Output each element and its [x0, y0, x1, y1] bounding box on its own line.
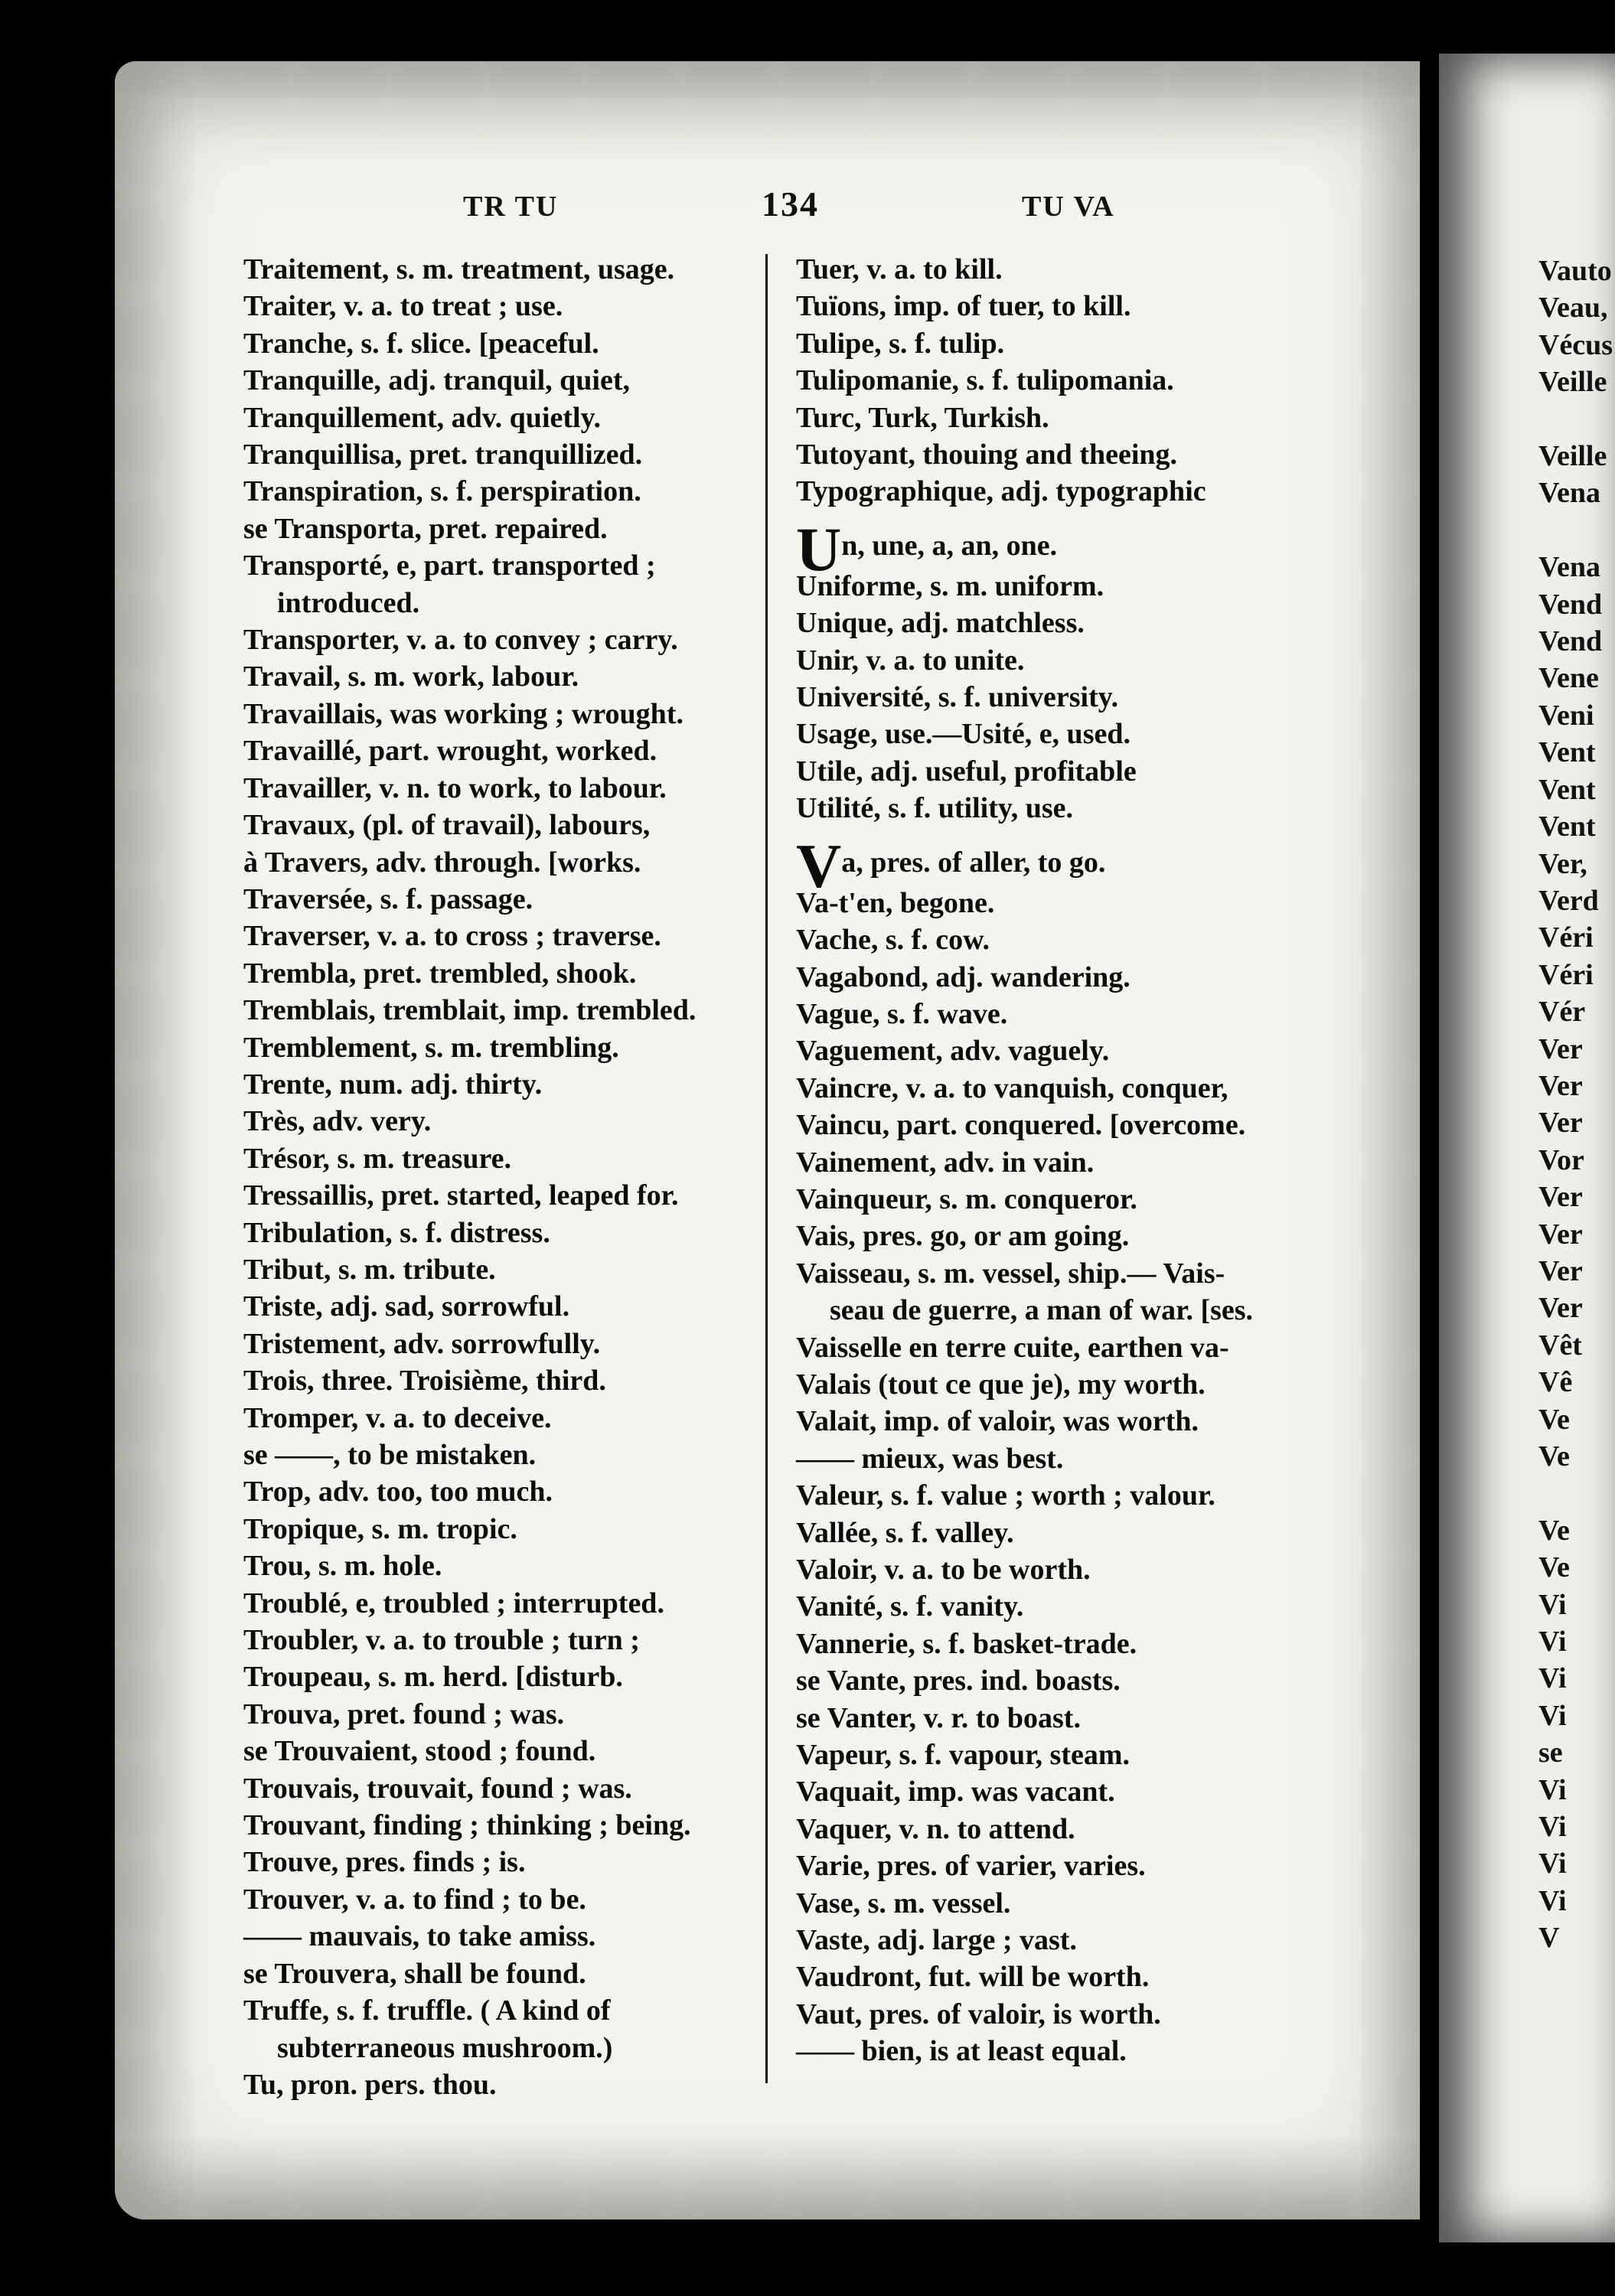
next-page-fragment: Vent [1538, 773, 1596, 806]
dictionary-entry: —— mauvais, to take amiss. [243, 1920, 596, 1953]
dictionary-entry: Unique, adj. matchless. [796, 607, 1085, 640]
dictionary-entry: Tremblement, s. m. trembling. [243, 1031, 619, 1064]
dictionary-entry: introduced. [277, 586, 420, 619]
dictionary-entry: Traversée, s. f. passage. [243, 882, 533, 915]
next-page-fragment: Vend [1538, 588, 1603, 621]
dictionary-entry: Travaillais, was working ; wrought. [243, 697, 684, 730]
dictionary-entry: Tranquille, adj. tranquil, quiet, [243, 364, 631, 397]
dictionary-entry: Vache, s. f. cow. [796, 924, 990, 957]
column-divider [765, 254, 768, 2083]
dictionary-entry: Valeur, s. f. value ; worth ; valour. [796, 1479, 1215, 1512]
next-page-fragment: Veni [1538, 699, 1594, 732]
dictionary-entry: se ——, to be mistaken. [243, 1439, 537, 1471]
next-page-fragment: Verd [1538, 884, 1599, 917]
dictionary-entry: Vaincu, part. conquered. [overcome. [796, 1109, 1246, 1142]
dictionary-entry: Utile, adj. useful, profitable [796, 755, 1137, 788]
dictionary-entry: Tressaillis, pret. started, leaped for. [243, 1179, 679, 1212]
next-page-fragment: Vi [1538, 1773, 1567, 1806]
dictionary-entry: Trouve, pres. finds ; is. [243, 1846, 526, 1879]
next-page-fragment: Ver [1538, 1181, 1583, 1214]
dictionary-entry: Vagabond, adj. wandering. [796, 960, 1130, 993]
section-v-entries [796, 830, 1286, 2070]
dictionary-entry: Trembla, pret. trembled, shook. [243, 957, 637, 990]
dictionary-entry: Trois, three. Troisième, third. [243, 1365, 606, 1397]
next-page-fragment: Vena [1538, 477, 1600, 510]
section-initial-letter: V [796, 830, 842, 901]
dictionary-entry: Troupeau, s. m. herd. [disturb. [243, 1661, 623, 1694]
dictionary-entry: Vaquait, imp. was vacant. [796, 1776, 1115, 1808]
dictionary-entry: Vaisselle en terre cuite, earthen va- [796, 1331, 1229, 1364]
dictionary-entry: Tu, pron. pers. thou. [243, 2068, 497, 2101]
dictionary-entry: à Travers, adv. through. [works. [243, 846, 641, 879]
dictionary-entry: Transporter, v. a. to convey ; carry. [243, 624, 678, 657]
left-column [243, 251, 756, 2103]
dictionary-entry: Tranquillisa, pret. tranquillized. [243, 439, 643, 471]
next-page-fragment: Ve [1538, 1514, 1570, 1547]
dictionary-entry: Usage, use.—Usité, e, used. [796, 718, 1130, 751]
next-page-fragment: se [1538, 1737, 1563, 1769]
dictionary-entry: Vaincre, v. a. to vanquish, conquer, [796, 1071, 1228, 1104]
next-page-fragment: Vent [1538, 736, 1596, 769]
dictionary-entry: Tribut, s. m. tribute. [243, 1253, 496, 1286]
dictionary-entry: Uniforme, s. m. uniform. [796, 569, 1104, 602]
dictionary-entry: Travail, s. m. work, labour. [243, 660, 579, 693]
next-page-fragment: Véri [1538, 921, 1594, 954]
dictionary-entry: Un, une, a, an, one. [796, 514, 1058, 584]
next-page-fragment: Ver, [1538, 847, 1587, 880]
dictionary-entry: Travailler, v. n. to work, to labour. [243, 771, 667, 804]
dictionary-entry: Va-t'en, begone. [796, 886, 995, 919]
next-page-fragment: Vécus [1538, 328, 1613, 361]
next-page-fragment: Vi [1538, 1588, 1567, 1621]
dictionary-entry: Varie, pres. of varier, varies. [796, 1850, 1146, 1883]
dictionary-entry: Trouver, v. a. to find ; to be. [243, 1883, 586, 1916]
next-page-fragment: Vene [1538, 662, 1599, 695]
next-page-fragment: Veille [1538, 366, 1607, 399]
right-column [796, 251, 1286, 2070]
running-head-right: TU VA [1022, 191, 1115, 223]
dictionary-entry: Vannerie, s. f. basket-trade. [796, 1627, 1137, 1660]
next-page-fragment: Vent [1538, 810, 1596, 843]
dictionary-entry: Triste, adj. sad, sorrowful. [243, 1290, 570, 1323]
next-page-fragment [1538, 512, 1615, 549]
next-page-fragment: Ver [1538, 1032, 1583, 1065]
dictionary-entry: se Trouvera, shall be found. [243, 1957, 586, 1990]
dictionary-entry: Travaillé, part. wrought, worked. [243, 735, 657, 768]
dictionary-entry: Typographique, adj. typographic [796, 475, 1206, 508]
dictionary-entry: Vase, s. m. vessel. [796, 1887, 1011, 1919]
dictionary-entry: se Transporta, pret. repaired. [243, 512, 608, 545]
next-page-fragment: Vi [1538, 1811, 1567, 1844]
dictionary-entry: Trou, s. m. hole. [243, 1550, 442, 1583]
dictionary-entry: Truffe, s. f. truffle. ( A kind of [243, 1994, 611, 2027]
dictionary-entry: Vais, pres. go, or am going. [796, 1220, 1130, 1253]
dictionary-entry: Vaste, adj. large ; vast. [796, 1924, 1077, 1957]
dictionary-entry: Trouvais, trouvait, found ; was. [243, 1772, 632, 1805]
dictionary-entry: Tranquillement, adv. quietly. [243, 401, 601, 434]
dictionary-entry: Travaux, (pl. of travail), labours, [243, 809, 651, 842]
dictionary-entry: Valais (tout ce que je), my worth. [796, 1368, 1206, 1401]
dictionary-entry: Vaquer, v. n. to attend. [796, 1812, 1075, 1845]
dictionary-entry: Traitement, s. m. treatment, usage. [243, 253, 675, 285]
dictionary-entry: seau de guerre, a man of war. [ses. [830, 1294, 1254, 1327]
dictionary-entry: Valoir, v. a. to be worth. [796, 1554, 1091, 1586]
running-head-left: TR TU [463, 191, 559, 223]
dictionary-entry: Tribulation, s. f. distress. [243, 1216, 550, 1249]
next-page-fragment: Ver [1538, 1292, 1583, 1325]
next-page-fragment: Ver [1538, 1254, 1583, 1287]
dictionary-entry: Transpiration, s. f. perspiration. [243, 475, 641, 508]
dictionary-entry: Trésor, s. m. treasure. [243, 1142, 512, 1175]
dictionary-entry: —— mieux, was best. [796, 1442, 1064, 1475]
dictionary-entry: Vaguement, adv. vaguely. [796, 1035, 1110, 1068]
dictionary-entry: Transporté, e, part. transported ; [243, 550, 656, 582]
next-page-fragment: Veille [1538, 440, 1607, 473]
next-page-fragment: Ver [1538, 1069, 1583, 1102]
section-u-entries [796, 514, 1286, 827]
dictionary-entry: Vallée, s. f. valley. [796, 1516, 1014, 1549]
dictionary-entry: Turc, Turk, Turkish. [796, 401, 1049, 434]
next-page-fragment: Vi [1538, 1662, 1567, 1695]
dictionary-entry: Troublé, e, troubled ; interrupted. [243, 1587, 664, 1619]
dictionary-entry: Tutoyant, thouing and theeing. [796, 439, 1178, 471]
dictionary-entry: Tuïons, imp. of tuer, to kill. [796, 290, 1131, 323]
dictionary-entry: Traiter, v. a. to treat ; use. [243, 290, 563, 323]
next-page-fragment: Vi [1538, 1884, 1567, 1917]
next-page-fragment: Ve [1538, 1551, 1570, 1584]
next-page-fragment: Véri [1538, 958, 1594, 991]
dictionary-entry: Utilité, s. f. utility, use. [796, 792, 1074, 825]
dictionary-entry: subterraneous mushroom.) [277, 2031, 613, 2064]
dictionary-entry: —— bien, is at least equal. [796, 2035, 1127, 2068]
dictionary-entry: Va, pres. of aller, to go. [796, 830, 1106, 901]
dictionary-entry: Vaudront, fut. will be worth. [796, 1961, 1150, 1994]
dictionary-entry: Très, adv. very. [243, 1105, 432, 1138]
dictionary-entry: Tulipe, s. f. tulip. [796, 327, 1005, 360]
dictionary-entry: Trente, num. adj. thirty. [243, 1068, 543, 1101]
next-page-fragment: Vend [1538, 625, 1603, 658]
dictionary-entry: Vanité, s. f. vanity. [796, 1590, 1024, 1623]
dictionary-entry: se Vante, pres. ind. boasts. [796, 1665, 1121, 1698]
next-page-fragment: Veau, [1538, 292, 1608, 325]
page-number: 134 [762, 184, 819, 223]
section-initial-letter: U [796, 514, 842, 584]
dictionary-entry: Troubler, v. a. to trouble ; turn ; [243, 1624, 640, 1657]
dictionary-entry: Unir, v. a. to unite. [796, 644, 1025, 677]
dictionary-entry: se Trouvaient, stood ; found. [243, 1735, 596, 1768]
dictionary-entry: Trouvant, finding ; thinking ; being. [243, 1809, 691, 1842]
dictionary-entry: Tuer, v. a. to kill. [796, 253, 1003, 285]
dictionary-entry: Valait, imp. of valoir, was worth. [796, 1405, 1199, 1438]
dictionary-entry: Tremblais, tremblait, imp. trembled. [243, 994, 697, 1027]
next-page-fragment [1538, 1475, 1615, 1512]
dictionary-entry: Vaut, pres. of valoir, is worth. [796, 1998, 1161, 2030]
next-page-fragment: Ve [1538, 1440, 1570, 1473]
next-page-fragment: Ver [1538, 1107, 1583, 1140]
next-page-fragment: Vê [1538, 1366, 1573, 1399]
next-page-fragment: Vor [1538, 1143, 1584, 1176]
next-page-fragment: V [1538, 1922, 1560, 1955]
dictionary-entry: se Vanter, v. r. to boast. [796, 1701, 1081, 1734]
next-page-fragment [1538, 401, 1615, 438]
dictionary-entry: Vapeur, s. f. vapour, steam. [796, 1739, 1130, 1772]
dictionary-entry: Tranche, s. f. slice. [peaceful. [243, 327, 599, 360]
next-page-fragment: Vér [1538, 996, 1586, 1029]
next-page-fragment: Ve [1538, 1403, 1570, 1436]
dictionary-entry: Traverser, v. a. to cross ; traverse. [243, 920, 661, 953]
next-page-fragment: Vauto [1538, 255, 1612, 287]
dictionary-entry: Tromper, v. a. to deceive. [243, 1401, 552, 1434]
next-page-fragment: Vi [1538, 1626, 1567, 1658]
next-page-column [1538, 253, 1615, 1957]
dictionary-entry: Trop, adv. too, too much. [243, 1476, 553, 1508]
dictionary-entry: Vainement, adv. in vain. [796, 1146, 1095, 1179]
dictionary-entry: Tristement, adv. sorrowfully. [243, 1327, 601, 1360]
dictionary-entry: Vague, s. f. wave. [796, 997, 1008, 1030]
next-page-fragment: Vena [1538, 551, 1600, 584]
section-t-entries [796, 251, 1286, 510]
dictionary-entry: Tulipomanie, s. f. tulipomania. [796, 364, 1174, 397]
dictionary-entry: Vainqueur, s. m. conqueror. [796, 1182, 1137, 1215]
next-page-fragment: Vi [1538, 1848, 1567, 1880]
dictionary-entry: Université, s. f. university. [796, 681, 1119, 714]
dictionary-entry: Vaisseau, s. m. vessel, ship.— Vais- [796, 1257, 1225, 1290]
next-page-fragment: Vi [1538, 1699, 1567, 1732]
dictionary-entry: Tropique, s. m. tropic. [243, 1512, 517, 1545]
next-page-fragment: Ver [1538, 1218, 1583, 1251]
dictionary-entry: Trouva, pret. found ; was. [243, 1698, 565, 1730]
next-page-fragment: Vêt [1538, 1329, 1582, 1362]
